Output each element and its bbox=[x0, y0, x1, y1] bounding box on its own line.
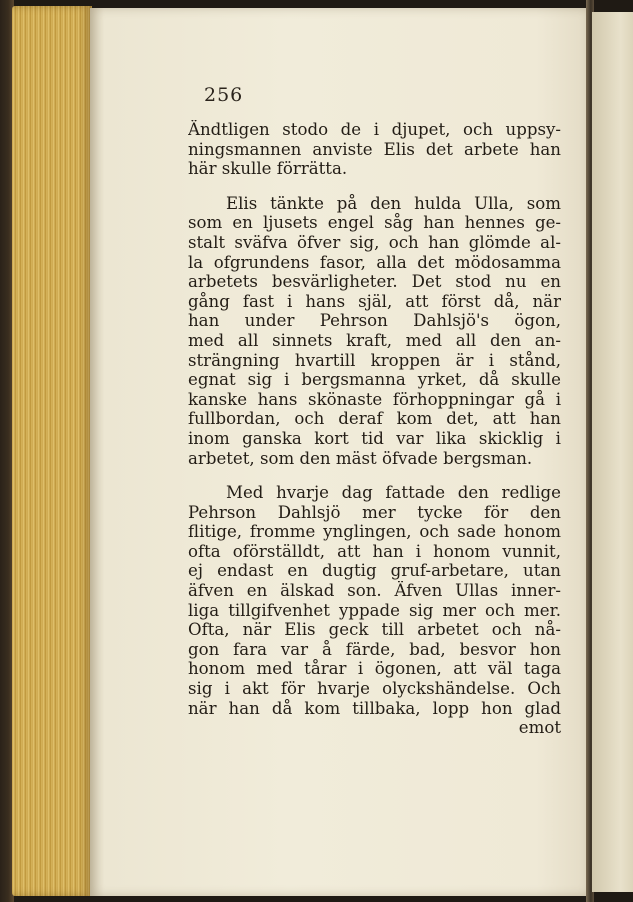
text-line: Pehrson Dahlsjö mer tycke för den bbox=[188, 502, 561, 522]
text-line: äfven en älskad son. Äfven Ullas inner- bbox=[188, 581, 561, 601]
text-line: arbetets besvärligheter. Det stod nu en bbox=[188, 272, 561, 292]
text-line: med all sinnets kraft, med all den an- bbox=[188, 330, 561, 350]
text-line: strängning hvartill kroppen är i stånd, bbox=[188, 350, 561, 370]
text-line: arbetet, som den mäst öfvade bergsman. bbox=[188, 448, 533, 468]
text-line: när han då kom tillbaka, lopp hon glad bbox=[188, 698, 561, 718]
text-line: flitige, fromme ynglingen, och sade honom bbox=[188, 522, 561, 542]
page-text bbox=[188, 120, 561, 738]
page-edges bbox=[12, 6, 92, 896]
text-line: inom ganska kort tid var lika skicklig i bbox=[188, 428, 561, 448]
text-line: här skulle förrätta. bbox=[188, 159, 348, 179]
text-line: sig i akt för hvarje olyckshändelse. Och bbox=[188, 679, 561, 699]
text-line: honom med tårar i ögonen, att väl taga bbox=[188, 659, 561, 679]
text-line: la ofgrundens fasor, alla det mödosamma bbox=[188, 252, 561, 272]
text-line: Ändtligen stodo de i djupet, och uppsy- bbox=[188, 120, 561, 139]
paragraph bbox=[188, 483, 561, 718]
text-line: han under Pehrson Dahlsjö's ögon, bbox=[188, 311, 561, 331]
text-line: Ofta, när Elis geck till arbetet och nå- bbox=[188, 620, 561, 640]
text-line: Elis tänkte på den hulda Ulla, som bbox=[226, 193, 561, 213]
text-line: liga tillgifvenhet yppade sig mer och mer. bbox=[188, 600, 561, 620]
text-line: ofta oförställdt, att han i honom vunnit, bbox=[188, 541, 561, 561]
facing-page-edge bbox=[592, 12, 633, 892]
text-line: stalt sväfva öfver sig, och han glömde al- bbox=[188, 232, 561, 252]
paragraph bbox=[188, 194, 561, 468]
text-line: gång fast i hans själ, att först då, när bbox=[188, 291, 561, 311]
text-line: som en ljusets engel såg han hennes ge- bbox=[188, 213, 561, 233]
text-line: fullbordan, och deraf kom det, att han bbox=[188, 409, 561, 429]
text-line: kanske hans skönaste förhoppningar gå i bbox=[188, 389, 561, 409]
paragraph bbox=[188, 120, 561, 179]
page-number: 256 bbox=[204, 84, 244, 106]
text-line: gon fara var å färde, bad, besvor hon bbox=[188, 639, 561, 659]
paragraph-gap bbox=[188, 179, 561, 194]
text-line: ej endast en dugtig gruf-arbetare, utan bbox=[188, 561, 561, 581]
text-line: egnat sig i bergsmanna yrket, då skulle bbox=[188, 370, 561, 390]
catchword: emot bbox=[518, 718, 561, 738]
paragraph-gap bbox=[188, 468, 561, 483]
text-line: ningsmannen anviste Elis det arbete han bbox=[188, 139, 561, 159]
text-line: Med hvarje dag fattade den redlige bbox=[226, 483, 561, 503]
